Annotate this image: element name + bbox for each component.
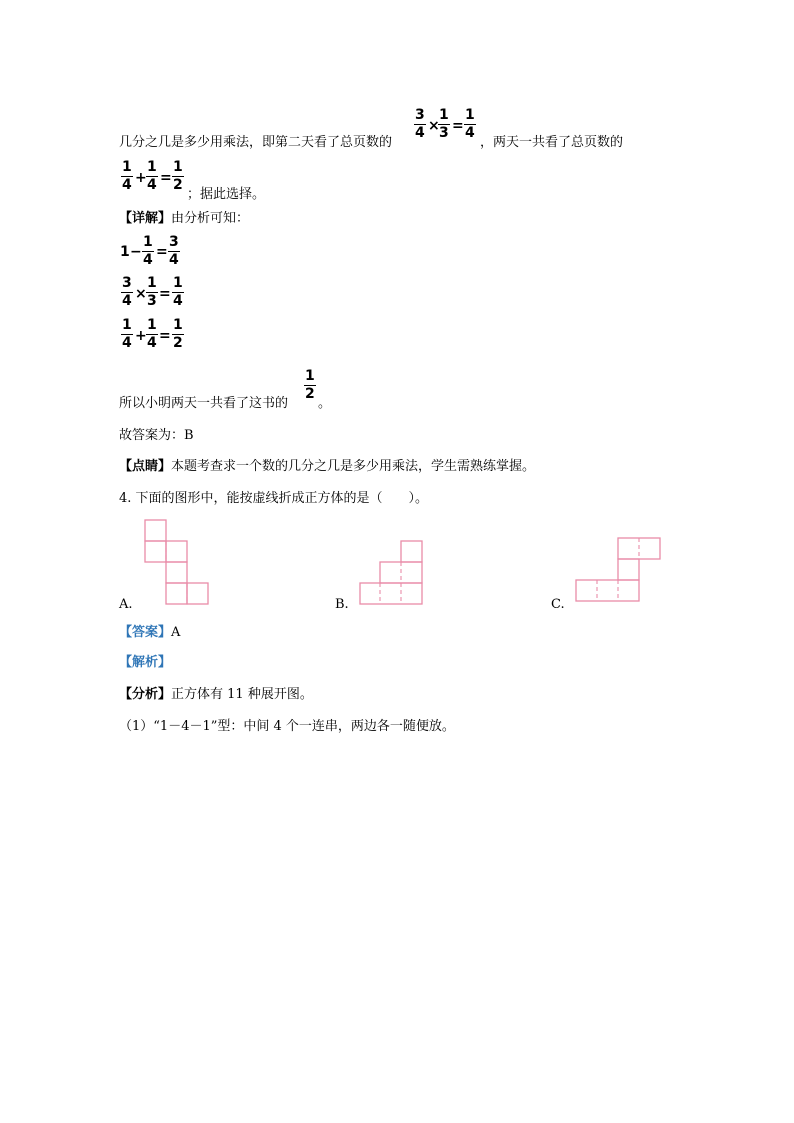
fraction: $\frac{1}{4}$ xyxy=(143,234,153,268)
question-4-stem: 4. 下面的图形中，能按虚线折成正方体的是（ ）。 xyxy=(119,491,429,506)
times-sign: × xyxy=(135,286,147,302)
option-c-label: C. xyxy=(551,597,565,612)
fraction: $\frac{3}{4}$ xyxy=(415,107,425,141)
parse-heading: 【解析】 xyxy=(119,655,172,670)
answer-heading: 【答案】A xyxy=(119,625,181,640)
plus-sign: + xyxy=(135,170,147,186)
cube-net-b xyxy=(359,540,429,610)
analysis2-item-1: （1）“1－4－1”型：中间 4 个一连串，两边各一随便放。 xyxy=(119,719,455,734)
cube-net-a xyxy=(144,519,214,609)
analysis2-heading: 【分析】正方体有 11 种展开图。 xyxy=(119,687,313,702)
answer-line: 故答案为：B xyxy=(119,428,194,443)
detail-heading: 【详解】由分析可知： xyxy=(119,211,250,226)
equals-sign: = xyxy=(452,118,464,134)
equals-sign: = xyxy=(160,170,172,186)
analysis-line-1-tail: ，两天一共看了总页数的 xyxy=(480,135,624,150)
comment-line: 【点睛】本题考查求一个数的几分之几是多少用乘法，学生需熟练掌握。 xyxy=(119,459,536,474)
equals-sign: = xyxy=(159,286,171,302)
fraction: $\frac{1}{2}$ xyxy=(173,159,183,193)
fraction: $\frac{1}{4}$ xyxy=(147,317,157,351)
fraction: $\frac{1}{3}$ xyxy=(439,107,449,141)
plus-sign: + xyxy=(135,328,147,344)
number-one: 1 xyxy=(120,244,130,260)
cube-net-c xyxy=(575,537,665,607)
fraction: $\frac{1}{4}$ xyxy=(465,107,475,141)
times-sign: × xyxy=(428,118,440,134)
fraction: $\frac{1}{4}$ xyxy=(122,317,132,351)
fraction: $\frac{1}{4}$ xyxy=(147,159,157,193)
fraction: $\frac{1}{2}$ xyxy=(305,368,315,402)
equals-sign: = xyxy=(156,244,168,260)
conclusion-text: 所以小明两天一共看了这书的 xyxy=(119,396,289,411)
minus-sign: − xyxy=(130,244,142,260)
fraction: $\frac{1}{3}$ xyxy=(147,275,157,309)
fraction: $\frac{3}{4}$ xyxy=(169,234,179,268)
option-b-label: B. xyxy=(335,597,349,612)
fraction: $\frac{1}{4}$ xyxy=(122,159,132,193)
conclusion-end: 。 xyxy=(318,396,332,411)
analysis-line-2-tail: ；据此选择。 xyxy=(187,187,266,202)
fraction: $\frac{3}{4}$ xyxy=(122,275,132,309)
option-a-label: A. xyxy=(119,597,133,612)
fraction: $\frac{1}{2}$ xyxy=(173,317,183,351)
fraction: $\frac{1}{4}$ xyxy=(173,275,183,309)
analysis-line-1: 几分之几是多少用乘法，即第二天看了总页数的 xyxy=(119,135,393,150)
equals-sign: = xyxy=(159,328,171,344)
